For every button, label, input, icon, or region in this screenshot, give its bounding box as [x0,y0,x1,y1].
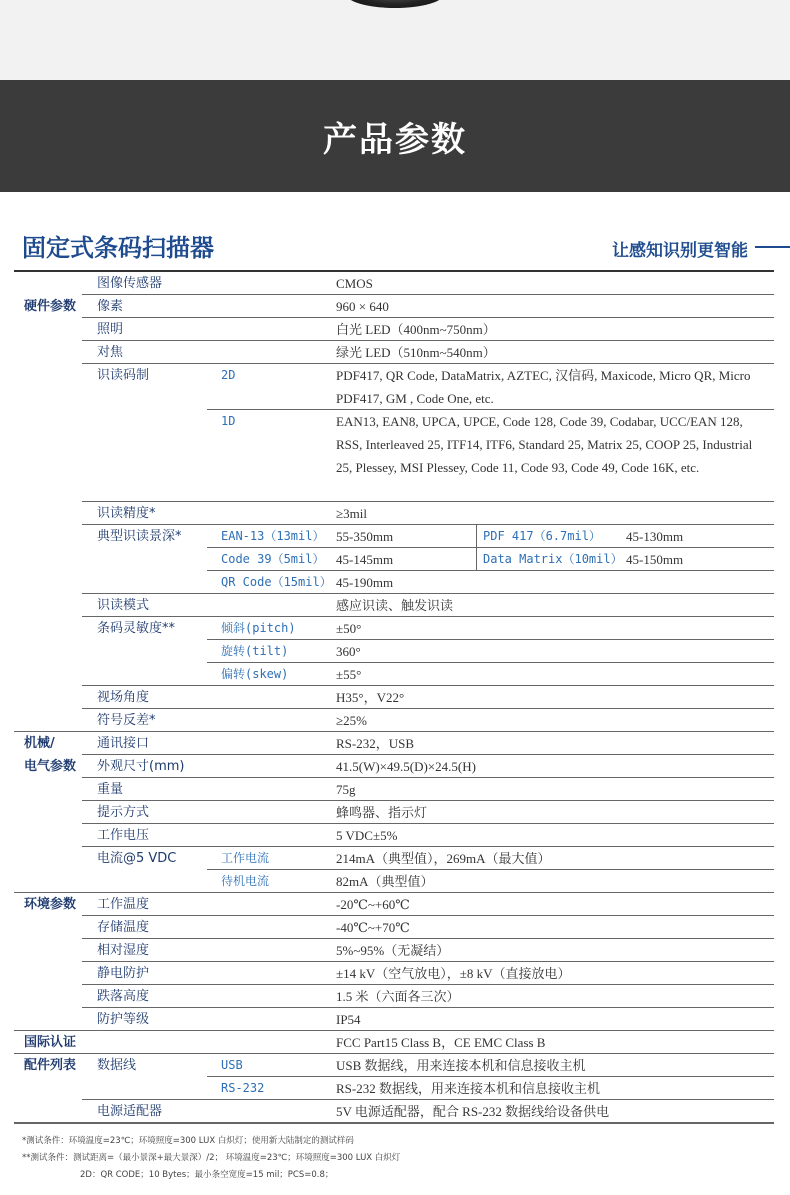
grid-line [82,961,774,962]
table-row [14,870,774,893]
table-row [14,525,774,548]
category-label: 机械/ [24,736,55,751]
sub-parameter: 待机电流 [221,874,270,888]
category-label: 国际认证 [24,1035,77,1050]
parameter-name: 数据线 [97,1058,137,1073]
grid-line [82,685,774,686]
parameter-value: PDF417, QR Code, DataMatrix, AZTEC, 汉信码, Maxicode, Micro QR, Micro PDF417, GM , Code One, etc. [336,368,751,406]
parameter-value: H35°，V22° [336,690,405,705]
parameter-value-2: 45-150mm [626,552,684,567]
parameter-name: 存储温度 [97,920,150,935]
note-2: **测试条件：测试距离=（最小景深+最大景深）/2； 环境温度=23℃；环境照度=300 LUX 白炽灯 [22,1153,401,1163]
grid-line [207,547,774,548]
note-3: 2D：QR CODE；10 Bytes；最小条空宽度=15 mil；PCS=0.8； [80,1170,334,1180]
table-row [14,640,774,663]
sub-parameter: QR Code（15mil） [221,575,332,589]
parameter-name: 通讯接口 [97,736,150,751]
parameter-value: 55-350mm [336,529,394,544]
parameter-name: 相对湿度 [97,943,150,958]
banner-title: 产品参数 [323,119,467,160]
parameter-value: ±14 kV（空气放电），±8 kV（直接放电） [336,966,571,981]
table-row [14,1008,774,1031]
table-row [14,295,774,318]
category-label: 硬件参数 [24,299,77,314]
parameter-value: 白光 LED（400nm~750nm） [336,322,496,337]
table-row [14,1077,774,1100]
parameter-value: ≥25% [336,713,367,728]
table-row [14,686,774,709]
parameter-value: 82mA（典型值） [336,874,434,889]
grid-line [82,317,774,318]
test-notes [22,1133,400,1184]
parameter-name: 识读模式 [97,598,150,613]
grid-line [82,524,774,525]
sub-parameter: 倾斜(pitch) [221,621,296,635]
sub-parameter: RS-232 [221,1081,265,1095]
sub-parameter: 工作电流 [221,851,270,865]
table-row [14,1100,774,1123]
table-row [14,594,774,617]
table-row [14,663,774,686]
parameter-value: 75g [336,782,356,797]
parameter-name: 提示方式 [97,805,150,820]
grid-line [207,1076,774,1077]
grid-line [82,616,774,617]
table-row [14,709,774,732]
sub-parameter: 旋转(tilt) [221,644,289,658]
table-row [14,571,774,594]
parameter-name: 电源适配器 [97,1104,163,1119]
parameter-value: 45-190mm [336,575,394,590]
grid-line [207,570,774,571]
parameter-name: 像素 [97,299,124,314]
parameter-value: 5%~95%（无凝结） [336,943,450,958]
parameter-value-2: 45-130mm [626,529,684,544]
parameter-name: 工作温度 [97,897,150,912]
parameter-value: 214mA（典型值），269mA（最大值） [336,851,551,866]
grid-line [207,869,774,870]
grid-line [14,1030,774,1031]
parameter-value: ±55° [336,667,362,682]
grid-line [82,340,774,341]
grid-line [14,1053,774,1054]
parameter-name: 照明 [97,322,124,337]
grid-line [82,708,774,709]
sub-parameter-2: Data Matrix（10mil） [483,552,623,566]
grid-line [82,363,774,364]
parameter-name: 电流@5 VDC [97,851,177,866]
parameter-value: 5V 电源适配器，配合 RS-232 数据线给设备供电 [336,1104,610,1119]
table-row [14,410,774,502]
grid-line [82,984,774,985]
table-row [14,962,774,985]
parameter-value: 5 VDC±5% [336,828,398,843]
parameter-value: 1.5 米（六面各三次） [336,989,460,1004]
parameter-value: USB 数据线，用来连接本机和信息接收主机 [336,1058,586,1073]
parameter-value: FCC Part15 Class B，CE EMC Class B [336,1035,546,1050]
grid-line [14,1122,774,1124]
parameter-value: EAN13, EAN8, UPCA, UPCE, Code 128, Code 39, Codabar, UCC/EAN 128, RSS, Interleaved 25, ITF14, ITF6, Standard 25, Matrix 25, COOP 25, Industrial 25, Plessey, MSI Plessey, Code 11, Code 93, Code 49, Code 16K, etc. [336,414,753,475]
grid-line [82,754,774,755]
parameter-value: 960 × 640 [336,299,389,314]
table-row [14,1054,774,1077]
table-row [14,985,774,1008]
page-title: 固定式条码扫描器 [22,234,214,262]
sub-parameter: Code 39（5mil） [221,552,325,566]
parameter-value: 41.5(W)×49.5(D)×24.5(H) [336,759,476,774]
parameter-name: 典型识读景深* [97,529,182,544]
grid-line [82,294,774,295]
parameter-name: 图像传感器 [97,276,163,291]
parameter-value: -40℃~+70℃ [336,920,410,935]
category-label: 配件列表 [24,1058,77,1073]
table-row [14,778,774,801]
sub-parameter: 1D [221,414,236,428]
parameter-value: IP54 [336,1012,361,1027]
table-row [14,893,774,916]
parameter-name: 外观尺寸(mm) [97,759,185,774]
grid-line [82,938,774,939]
spec-table [14,272,774,1123]
table-row [14,548,774,571]
parameter-value: CMOS [336,276,373,291]
table-row [14,617,774,640]
product-image-edge [345,0,445,8]
grid-line [82,593,774,594]
parameter-name: 条码灵敏度** [97,621,176,636]
sub-parameter: USB [221,1058,243,1072]
grid-line [207,409,774,410]
category-label: 电气参数 [24,759,77,774]
parameter-value: ±50° [336,621,362,636]
table-row [14,1031,774,1054]
table-row [14,341,774,364]
grid-line [476,525,477,571]
grid-line [14,892,774,893]
grid-line [82,501,774,502]
note-1: *测试条件：环境温度=23℃；环境照度=300 LUX 白炽灯；使用新大陆制定的测试样码 [22,1136,354,1146]
parameter-value: ≥3mil [336,506,367,521]
grid-line [207,639,774,640]
parameter-name: 对焦 [97,345,124,360]
sub-parameter: 2D [221,368,236,382]
table-row [14,801,774,824]
parameter-value: 45-145mm [336,552,394,567]
grid-line [82,846,774,847]
parameter-value: 感应识读、触发识读 [336,598,454,613]
grid-line [207,662,774,663]
table-row [14,916,774,939]
grid-line [82,1099,774,1100]
table-row [14,939,774,962]
parameter-name: 工作电压 [97,828,150,843]
parameter-value: RS-232，USB [336,736,415,751]
category-label: 环境参数 [24,897,77,912]
parameter-name: 防护等级 [97,1012,150,1027]
table-row [14,824,774,847]
grid-line [82,823,774,824]
parameter-name: 跌落高度 [97,989,150,1004]
parameter-value: 360° [336,644,361,659]
sub-parameter: 偏转(skew) [221,667,289,681]
table-row [14,755,774,778]
parameter-name: 识读码制 [97,368,150,383]
sub-parameter: EAN-13（13mil） [221,529,325,543]
section-banner [0,80,790,192]
parameter-name: 识读精度* [97,506,156,521]
table-row [14,502,774,525]
grid-line [82,1007,774,1008]
table-row [14,318,774,341]
slogan: 让感知识别更智能 [612,241,748,261]
parameter-name: 符号反差* [97,713,156,728]
parameter-name: 视场角度 [97,690,150,705]
parameter-name: 重量 [97,782,124,797]
slogan-rule [755,246,790,248]
parameter-value: -20℃~+60℃ [336,897,410,912]
table-row [14,364,774,410]
table-row [14,272,774,295]
table-row [14,732,774,755]
grid-line [82,800,774,801]
grid-line [82,777,774,778]
parameter-name: 静电防护 [97,966,150,981]
parameter-value: RS-232 数据线，用来连接本机和信息接收主机 [336,1081,600,1096]
parameter-value: 绿光 LED（510nm~540nm） [336,345,496,360]
parameter-value: 蜂鸣器、指示灯 [336,805,428,820]
table-row [14,847,774,870]
grid-line [14,731,774,732]
product-photo-strip [0,0,790,80]
sub-parameter-2: PDF 417（6.7mil） [483,529,601,543]
grid-line [82,915,774,916]
